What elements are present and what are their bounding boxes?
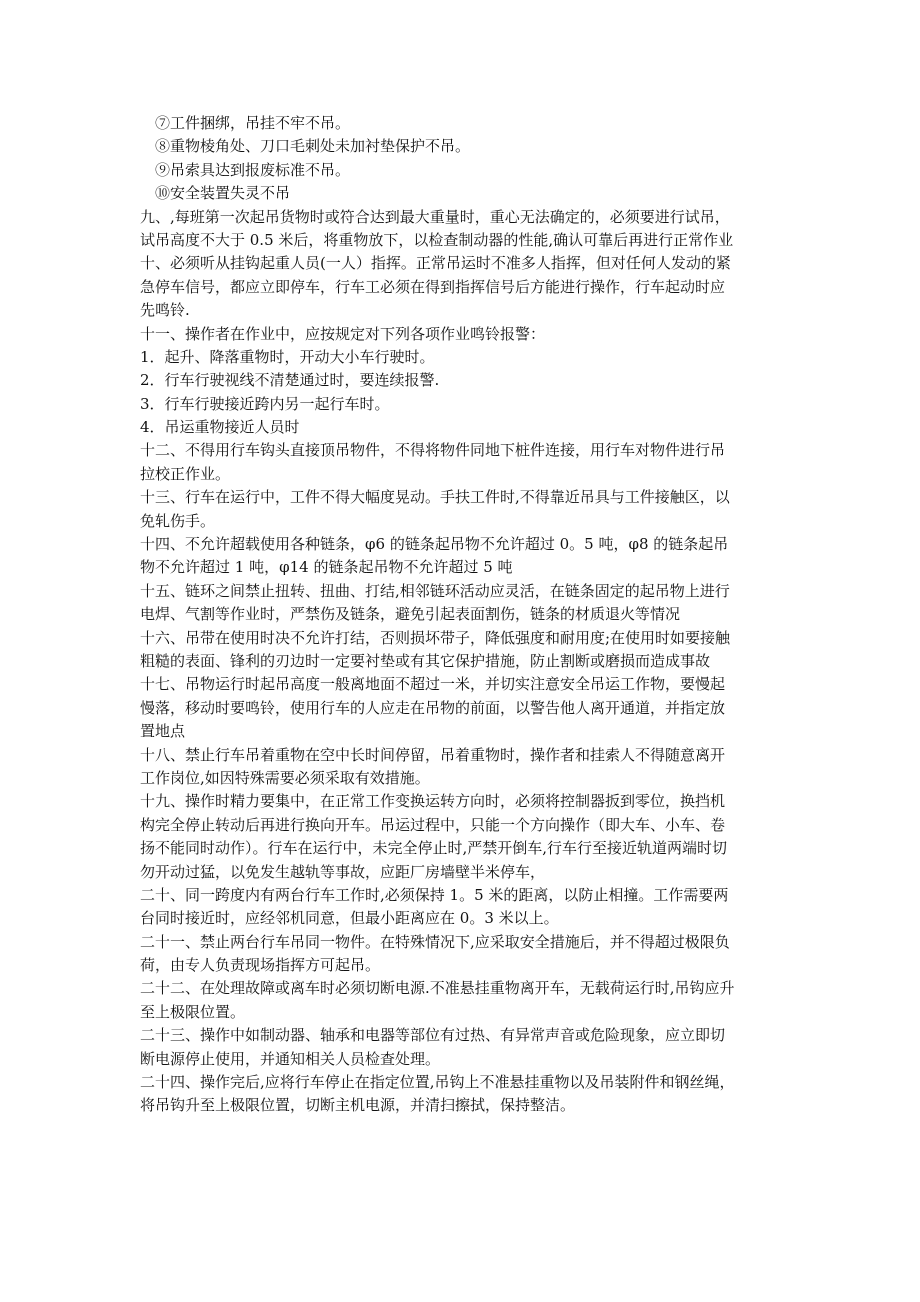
text-line: ⑧重物棱角处、刀口毛刺处未加衬垫保护不吊。 [155,137,471,156]
text-line: 3．行车行驶接近跨内另一起行车时。 [140,394,390,413]
text-line: 十八、禁止行车吊着重物在空中长时间停留，吊着重物时，操作者和挂索人不得随意离开 [140,745,726,764]
text-line: 断电源停止使用，并通知相关人员检查处理。 [140,1049,441,1068]
text-line: 十一、操作者在作业中，应按规定对下列各项作业鸣铃报警： [140,324,546,343]
text-line: 十、必须听从挂钩起重人员(一人）指挥。正常吊运时不准多人指挥，但对任何人发动的紧 [140,254,731,273]
text-line: 十六、吊带在使用时决不允许打结，否则损坏带子，降低强度和耐用度;在使用时如要接触 [140,628,731,647]
text-line: 4．吊运重物接近人员时 [140,418,300,437]
text-line: 九、,每班第一次起吊货物时或符合达到最大重量时，重心无法确定的，必须要进行试吊， [140,207,730,226]
text-line: 2．行车行驶视线不清楚通过时，要连续报警. [140,371,440,390]
text-line: 慢落，移动时要鸣铃，使用行车的人应走在吊物的前面，以警告他人离开通道，并指定放 [140,698,726,717]
text-line: ⑨吊索具达到报废标准不吊。 [155,160,351,179]
text-line: 先鸣铃. [140,301,190,320]
text-line: 置地点 [140,722,186,741]
text-line: 荷，由专人负责现场指挥方可起吊。 [140,956,381,975]
text-line: 扬不能同时动作）。行车在运行中，未完全停止时,严禁开倒车,行车行至接近轨道两端时切 [140,839,728,858]
text-line: 拉校正作业。 [140,464,231,483]
text-line: 试吊高度不大于 0.5 米后，将重物放下，以检查制动器的性能,确认可靠后再进行正常作业 [140,230,734,249]
text-line: ⑩安全装置失灵不吊 [155,184,291,203]
text-line: 急停车信号，都应立即停车，行车工必须在得到指挥信号后方能进行操作，行车起动时应 [140,277,726,296]
text-line: 1．起升、降落重物时，开动大小车行驶时。 [140,347,435,366]
text-line: 粗糙的表面、锋利的刃边时一定要衬垫或有其它保护措施，防止割断或磨损而造成事故 [140,651,711,670]
text-line: 将吊钩升至上极限位置，切断主机电源，并清扫擦拭，保持整洁。 [140,1096,576,1115]
text-line: ⑦工件捆绑，吊挂不牢不吊。 [155,114,351,132]
text-line: 十三、行车在运行中，工件不得大幅度晃动。手扶工件时,不得靠近吊具与工件接触区，以 [140,488,730,507]
text-line: 台同时接近时，应经邻机同意，但最小距离应在 0。3 米以上。 [140,909,559,928]
text-line: 构完全停止转动后再进行换向开车。吊运过程中，只能一个方向操作（即大车、小车、卷 [140,815,726,834]
text-line: 免轧伤手。 [140,511,216,530]
text-line: 二十四、操作完后,应将行车停止在指定位置,吊钩上不准悬挂重物以及吊装附件和钢丝绳， [140,1073,735,1092]
text-line: 勿开动过猛，以免发生越轨等事故，应距厂房墙壁半米停车， [140,862,546,881]
text-line: 二十三、操作中如制动器、轴承和电器等部位有过热、有异常声音或危险现象，应立即切 [140,1026,726,1045]
text-line: 十七、吊物运行时起吊高度一般离地面不超过一米，并切实注意安全吊运工作物，要慢起 [140,675,726,694]
text-line: 至上极限位置。 [140,1002,246,1021]
document-page [140,112,788,1118]
text-line: 物不允许超过 1 吨，φ14 的链条起吊物不允许超过 5 吨 [140,558,513,577]
text-line: 工作岗位,如因特殊需要必须采取有效措施。 [140,768,430,787]
text-line: 十九、操作时精力要集中，在正常工作变换运转方向时，必须将控制器扳到零位，换挡机 [140,792,726,811]
text-line: 十五、链环之间禁止扭转、扭曲、打结,相邻链环活动应灵活，在链条固定的起吊物上进行 [140,581,730,600]
text-line: 二十一、禁止两台行车吊同一物件。在特殊情况下,应采取安全措施后，并不得超过极限负 [140,932,730,951]
text-line: 十二、不得用行车钩头直接顶吊物件，不得将物件同地下桩件连接，用行车对物件进行吊 [140,441,726,460]
text-line: 电焊、气割等作业时，严禁伤及链条，避免引起表面割伤，链条的材质退火等情况 [140,605,681,624]
text-line: 十四、不允许超载使用各种链条，φ6 的链条起吊物不允许超过 0。5 吨，φ8 的链条起吊 [140,535,729,554]
text-line: 二十、同一跨度内有两台行车工作时,必须保持 1。5 米的距离，以防止相撞。工作需要两 [140,885,729,904]
text-line: 二十二、在处理故障或离车时必须切断电源.不准悬挂重物离开车，无载荷运行时,吊钩应升 [140,979,735,998]
